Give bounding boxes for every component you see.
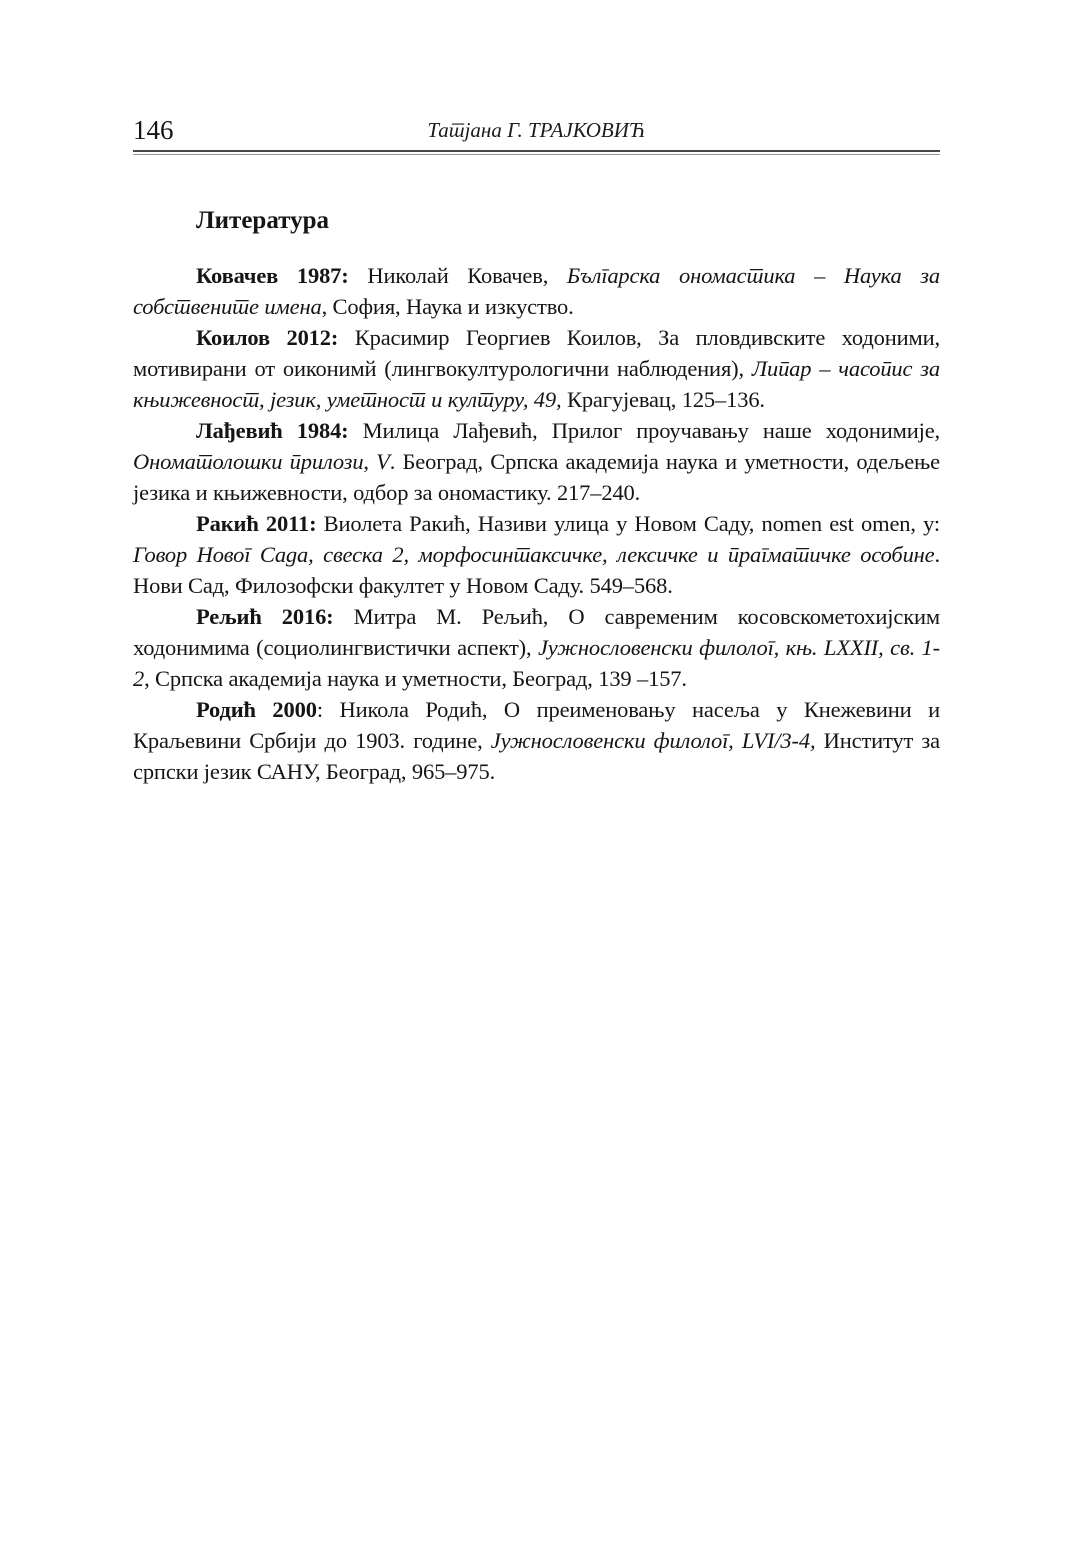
reference-entry-koilov-2012 xyxy=(133,322,940,415)
reference-entry-kovachev-1987 xyxy=(133,260,940,322)
reference-entry-rodic-2000 xyxy=(133,694,940,787)
reference-entry-rakic-2011 xyxy=(133,508,940,601)
reference-text-segment: , xyxy=(363,449,377,474)
reference-text-segment: Ковачев 1987: xyxy=(196,263,368,288)
reference-text-segment: Липар – часопис за књижевност, језик, уметност и културу, 49, xyxy=(133,356,940,412)
reference-text-segment: V xyxy=(376,449,390,474)
reference-text-segment: Коилов 2012: xyxy=(196,325,355,350)
reference-text-segment: Българска ономастика – Наука за собствените имена xyxy=(133,263,940,319)
reference-text-segment: . Београд, Српска академија наука и уметности, одељење језика и књижевности, одбор за ономастику. 217–240. xyxy=(133,449,941,505)
reference-text-segment: Јужнословенски филолог, књ. LXXII, св. 1-2 xyxy=(133,635,940,691)
reference-text-segment: Ракић 2011: xyxy=(196,511,324,536)
reference-list xyxy=(133,260,940,787)
page-header xyxy=(133,110,940,144)
header-rule xyxy=(133,150,940,155)
reference-text-segment: Крагујевац, 125–136. xyxy=(566,387,765,412)
reference-text-segment: Рељић 2016: xyxy=(196,604,354,629)
reference-entry-ladjevic-1984 xyxy=(133,415,940,508)
reference-text-segment: , Српска академија наука и уметности, Београд, 139 –157. xyxy=(144,666,687,691)
section-heading: Литература xyxy=(196,207,330,234)
reference-text-segment: Красимир Георгиев Коилов, За пловдивските ходоними, мотивирани от оиконимй (лингвокултурологични наблюдения), xyxy=(133,325,940,381)
reference-text-segment: Милица Лађевић, Прилог проучавању наше ходонимије, xyxy=(362,418,941,443)
reference-text-segment: Виолета Ракић, Називи улица у Новом Саду, nomen est omen, у: xyxy=(323,511,941,536)
reference-entry-reljic-2016 xyxy=(133,601,940,694)
reference-text-segment: Ономатолошки прилози xyxy=(133,449,364,474)
reference-text-segment: . Нови Сад, Филозофски факултет у Новом Саду. 549–568. xyxy=(133,542,940,598)
reference-text-segment: : Никола Родић, О преименовању насеља у Кнежевини и Краљевини Србији до 1903. године, xyxy=(133,697,940,753)
running-header: Татјана Г. ТРАЈКОВИЋ xyxy=(427,118,646,142)
reference-text-segment: , София, Наука и изкуство. xyxy=(321,294,574,319)
reference-text-segment: Лађевић 1984: xyxy=(196,418,363,443)
reference-text-segment: Митра М. Рељић, О савременим косовскометохијским ходонимима (социолингвистички аспект), xyxy=(133,604,940,660)
reference-text-segment: Јужнословенски филолог, LVI/3-4, xyxy=(490,728,824,753)
page-number: 146 xyxy=(133,115,174,145)
reference-text-segment: Институт за српски језик САНУ, Београд, 965–975. xyxy=(133,728,940,784)
reference-text-segment: Говор Новог Сада, свеска 2, морфосинтаксичке, лексичке и прагматичке особине xyxy=(133,542,935,567)
reference-text-segment: Родић 2000 xyxy=(196,697,317,722)
reference-text-segment: Николай Ковачев, xyxy=(367,263,567,288)
